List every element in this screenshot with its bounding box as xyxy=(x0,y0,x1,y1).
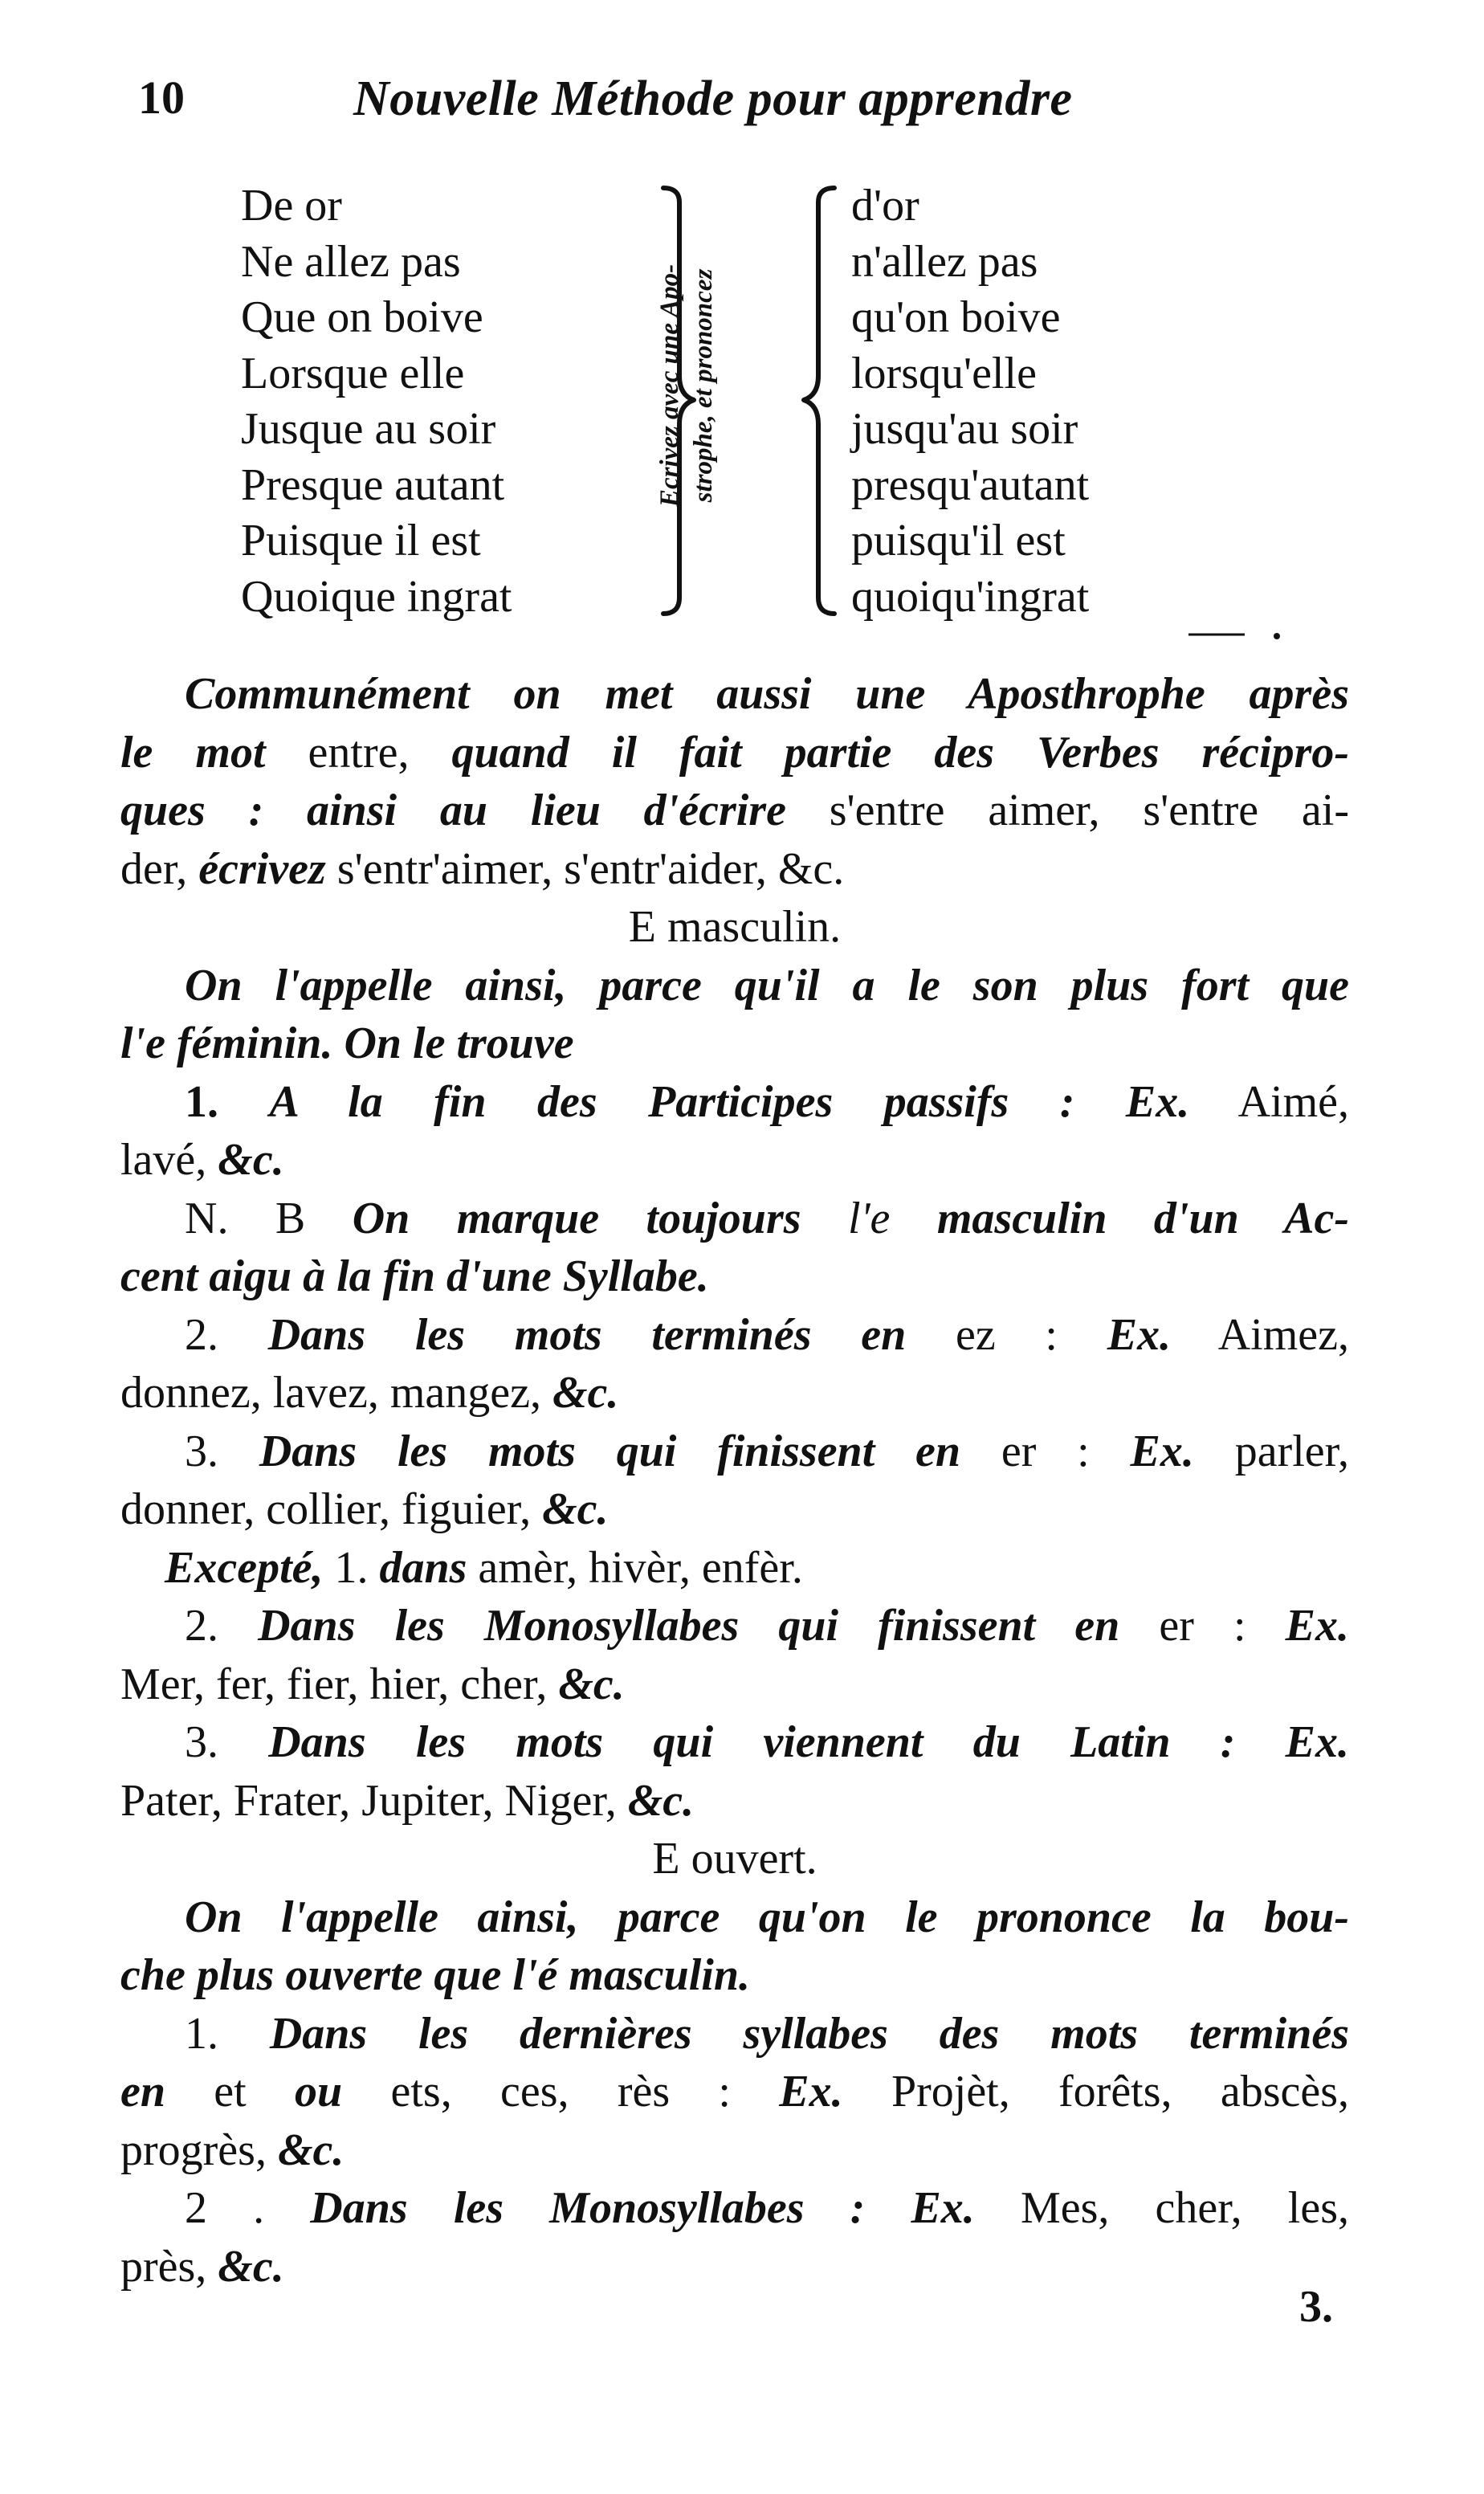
text-run: A la fin des Participes passifs : Ex. xyxy=(269,1076,1190,1127)
text-run: s'entr'aimer, s'entr'aider, &c. xyxy=(325,843,845,894)
text-line xyxy=(120,2063,1349,2121)
text-run: Mer, fer, fier, hier, cher, xyxy=(120,1659,559,1709)
elision-right-column xyxy=(851,178,1253,625)
text-run: donner, collier, figuier, xyxy=(120,1484,543,1534)
elision-right-item: puisqu'il est xyxy=(851,516,1066,565)
text-run: E ouvert. xyxy=(652,1834,817,1884)
text-run: E masculin. xyxy=(628,902,842,952)
text-run: quand il fait partie des Verbes récipro- xyxy=(409,727,1350,778)
text-line xyxy=(120,1306,1349,1365)
text-run: Ex. xyxy=(1130,1426,1194,1476)
text-run: 2. xyxy=(185,1309,268,1360)
elision-left-item: Quoique ingrat xyxy=(241,571,512,622)
separator-mark xyxy=(1188,631,1285,640)
text-run: 1. xyxy=(185,1076,270,1127)
text-line xyxy=(120,1772,1349,1831)
text-run: &c. xyxy=(277,2125,344,2175)
page-header xyxy=(120,71,1180,135)
text-run: entre, xyxy=(308,727,410,778)
text-run: progrès, xyxy=(120,2125,278,2175)
text-run: Mes, cher, les, xyxy=(974,2183,1350,2233)
text-run: l'e féminin. xyxy=(120,1018,333,1068)
text-run: ques : ainsi au lieu d'écrire xyxy=(120,786,786,835)
body-text xyxy=(120,665,1349,2296)
text-run: Excepté, xyxy=(165,1542,324,1593)
elision-right-item: presqu'autant xyxy=(851,459,1090,510)
text-run: amèr, hivèr, enfèr. xyxy=(467,1542,803,1593)
text-run: Projèt, forêts, abscès, xyxy=(842,2067,1349,2116)
text-run: lavé, xyxy=(120,1135,218,1185)
elision-left-item: Puisque il est xyxy=(241,516,481,565)
text-line xyxy=(120,1946,1349,2005)
text-line xyxy=(120,2005,1349,2063)
text-run: On le trouve xyxy=(332,1018,574,1068)
text-run: ets, ces, rès : xyxy=(342,2067,780,2116)
text-line xyxy=(120,2179,1349,2238)
text-run: On marque toujours xyxy=(352,1193,801,1243)
elision-left-column xyxy=(241,178,642,625)
elision-left-item: Presque autant xyxy=(241,459,505,510)
text-run: parler, xyxy=(1193,1426,1350,1476)
text-run: On l'appelle ainsi, parce qu'il a le son plus fort que xyxy=(185,960,1349,1010)
elision-right-item: lorsqu'elle xyxy=(851,348,1037,398)
text-run: 3. xyxy=(185,1717,269,1767)
text-run: che plus ouverte que l'é masculin. xyxy=(120,1950,750,2000)
text-run: &c. xyxy=(218,1135,284,1185)
section-heading xyxy=(120,898,1349,957)
elision-right-item: d'or xyxy=(851,181,919,231)
text-run: Aimez, xyxy=(1171,1309,1349,1360)
text-line xyxy=(120,1247,1349,1306)
elision-left-item: De or xyxy=(241,181,342,231)
text-line xyxy=(120,1655,1349,1714)
text-run: Ex. xyxy=(1107,1309,1172,1360)
text-run: dans xyxy=(379,1542,467,1593)
text-line xyxy=(120,782,1349,840)
text-line xyxy=(120,1713,1349,1772)
text-run: en xyxy=(120,2067,165,2116)
elision-left-item: Ne allez pas xyxy=(241,236,461,287)
text-run: &c. xyxy=(627,1775,695,1826)
right-brace xyxy=(799,185,839,618)
text-run: der, xyxy=(120,843,199,894)
text-line xyxy=(120,1539,1349,1598)
text-run: 1. xyxy=(323,1542,380,1593)
text-run: Dans les Monosyllabes qui finissent en xyxy=(258,1601,1120,1651)
elision-right-item: quoiqu'ingrat xyxy=(851,571,1090,622)
elision-table xyxy=(241,178,1245,628)
text-run: l'e xyxy=(801,1193,937,1243)
text-run: N. B xyxy=(185,1193,353,1243)
text-line xyxy=(120,665,1349,724)
text-run: Ex. xyxy=(1285,1601,1350,1651)
text-run: Dans les mots qui finissent en xyxy=(259,1426,961,1476)
note-line-1: Ecrivez avec une Apo- xyxy=(655,263,684,508)
text-run: 3. xyxy=(185,1426,259,1476)
catchword: 3. xyxy=(1299,2282,1333,2332)
text-run: &c. xyxy=(218,2241,284,2292)
elision-right-item: n'allez pas xyxy=(851,236,1038,287)
text-run: Aimé, xyxy=(1189,1076,1349,1127)
text-run: Pater, Frater, Jupiter, Niger, xyxy=(120,1775,628,1826)
note-line-2: strophe, et prononcez xyxy=(689,268,718,503)
text-run: Dans les mots qui viennent du Latin : Ex. xyxy=(268,1717,1349,1767)
page-number: 10 xyxy=(138,71,185,124)
text-run: er : xyxy=(1119,1601,1286,1651)
elision-rule-note xyxy=(653,169,720,602)
text-line xyxy=(120,1190,1349,1248)
text-run: donnez, lavez, mangez, xyxy=(120,1368,552,1418)
text-run: ez : xyxy=(906,1309,1107,1360)
elision-left-item: Lorsque elle xyxy=(241,348,465,398)
text-run: le mot xyxy=(120,727,308,778)
text-line xyxy=(120,1480,1349,1539)
text-run: ou xyxy=(295,2067,343,2116)
text-line xyxy=(120,1423,1349,1481)
text-line xyxy=(120,957,1349,1015)
text-run: Dans les mots terminés en xyxy=(267,1309,907,1360)
text-run: masculin d'un Ac- xyxy=(936,1193,1349,1243)
text-run: Dans les Monosyllabes : Ex. xyxy=(310,2183,975,2233)
text-line xyxy=(120,1073,1349,1132)
text-run: Dans les dernières syllabes des mots terminés xyxy=(269,2008,1349,2059)
elision-left-item: Jusque au soir xyxy=(241,404,496,454)
text-run: 1. xyxy=(185,2008,270,2059)
text-run: 2. xyxy=(185,1601,259,1651)
text-line xyxy=(120,1597,1349,1655)
text-run: Ex. xyxy=(779,2067,843,2116)
text-line xyxy=(120,1131,1349,1190)
text-line xyxy=(120,724,1349,782)
text-run: &c. xyxy=(558,1659,625,1709)
elision-right-item: qu'on boive xyxy=(851,292,1061,342)
elision-right-item: jusqu'au soir xyxy=(851,404,1078,454)
text-run: s'entre aimer, s'entre ai- xyxy=(785,786,1349,835)
text-run: Communément on met aussi une Aposthrophe après xyxy=(185,669,1349,719)
text-line xyxy=(120,1014,1349,1073)
elision-left-item: Que on boive xyxy=(241,292,483,342)
text-run: er : xyxy=(960,1426,1131,1476)
text-line xyxy=(120,2238,1349,2296)
text-run: près, xyxy=(120,2241,218,2292)
text-line xyxy=(120,840,1349,899)
text-run: 2 . xyxy=(185,2183,311,2233)
text-run: écrivez xyxy=(198,843,326,894)
text-line xyxy=(120,1888,1349,1947)
running-title: Nouvelle Méthode pour apprendre xyxy=(353,71,1073,126)
text-run: cent aigu à la fin d'une Syllabe. xyxy=(120,1251,709,1301)
text-run: &c. xyxy=(552,1368,619,1418)
text-run: et xyxy=(165,2067,296,2116)
text-line xyxy=(120,2121,1349,2180)
text-line xyxy=(120,1364,1349,1423)
text-run: &c. xyxy=(542,1484,609,1534)
section-heading xyxy=(120,1830,1349,1888)
text-run: On l'appelle ainsi, parce qu'on le prononce la bou- xyxy=(185,1892,1349,1942)
